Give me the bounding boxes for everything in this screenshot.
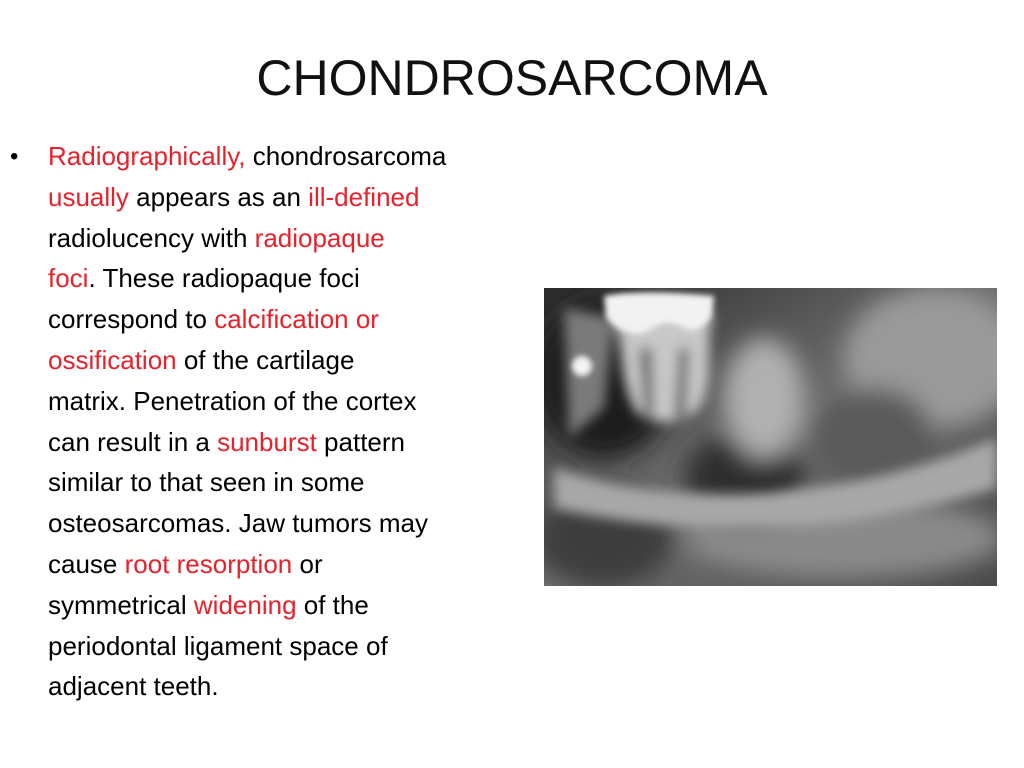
- text-line: [48, 177, 530, 218]
- text-line: [48, 422, 530, 463]
- text-segment: osteosarcomas. Jaw tumors may: [48, 508, 429, 539]
- text-segment: correspond to: [48, 304, 215, 335]
- text-line: [48, 136, 530, 177]
- slide-title: CHONDROSARCOMA: [256, 50, 768, 106]
- highlighted-term: radiopaque: [254, 222, 385, 253]
- text-segment: appears as an: [128, 181, 309, 212]
- text-segment: cause: [48, 548, 125, 579]
- highlighted-term: root resorption: [124, 548, 293, 579]
- text-line: [48, 462, 530, 503]
- text-line: [48, 340, 530, 381]
- text-segment: similar to that seen in some: [48, 467, 365, 498]
- text-segment: periodontal ligament space of: [48, 630, 388, 661]
- text-segment: or: [292, 548, 323, 579]
- dental-radiograph-image: [544, 288, 997, 586]
- highlighted-term: ossification: [48, 344, 177, 375]
- text-segment: of the cartilage: [176, 344, 355, 375]
- text-line: [48, 666, 530, 707]
- body-paragraph: [48, 136, 530, 707]
- text-line: [48, 218, 530, 259]
- highlighted-term: usually: [48, 181, 129, 212]
- text-line: [48, 544, 530, 585]
- text-segment: adjacent teeth.: [48, 671, 219, 702]
- text-line: [48, 503, 530, 544]
- text-segment: pattern: [316, 426, 405, 457]
- text-segment: symmetrical: [48, 589, 194, 620]
- text-line: [48, 258, 530, 299]
- bullet-item: [10, 136, 530, 707]
- text-segment: chondrosarcoma: [245, 141, 447, 171]
- highlighted-term: foci: [48, 263, 89, 294]
- bullet-list: [10, 136, 530, 707]
- highlighted-term: calcification or: [214, 304, 379, 335]
- text-segment: . These radiopaque foci: [88, 263, 360, 294]
- text-segment: of the: [296, 589, 369, 620]
- text-line: [48, 585, 530, 626]
- text-segment: matrix. Penetration of the cortex: [48, 385, 417, 416]
- highlighted-term: Radiographically,: [48, 141, 246, 171]
- highlighted-term: widening: [193, 589, 297, 620]
- text-segment: can result in a: [48, 426, 218, 457]
- bullet-dot-icon: •: [10, 143, 19, 170]
- highlighted-term: ill-defined: [308, 181, 420, 212]
- text-line: [48, 381, 530, 422]
- text-line: [48, 626, 530, 667]
- text-line: [48, 299, 530, 340]
- highlighted-term: sunburst: [217, 426, 317, 457]
- text-segment: radiolucency with: [48, 222, 255, 253]
